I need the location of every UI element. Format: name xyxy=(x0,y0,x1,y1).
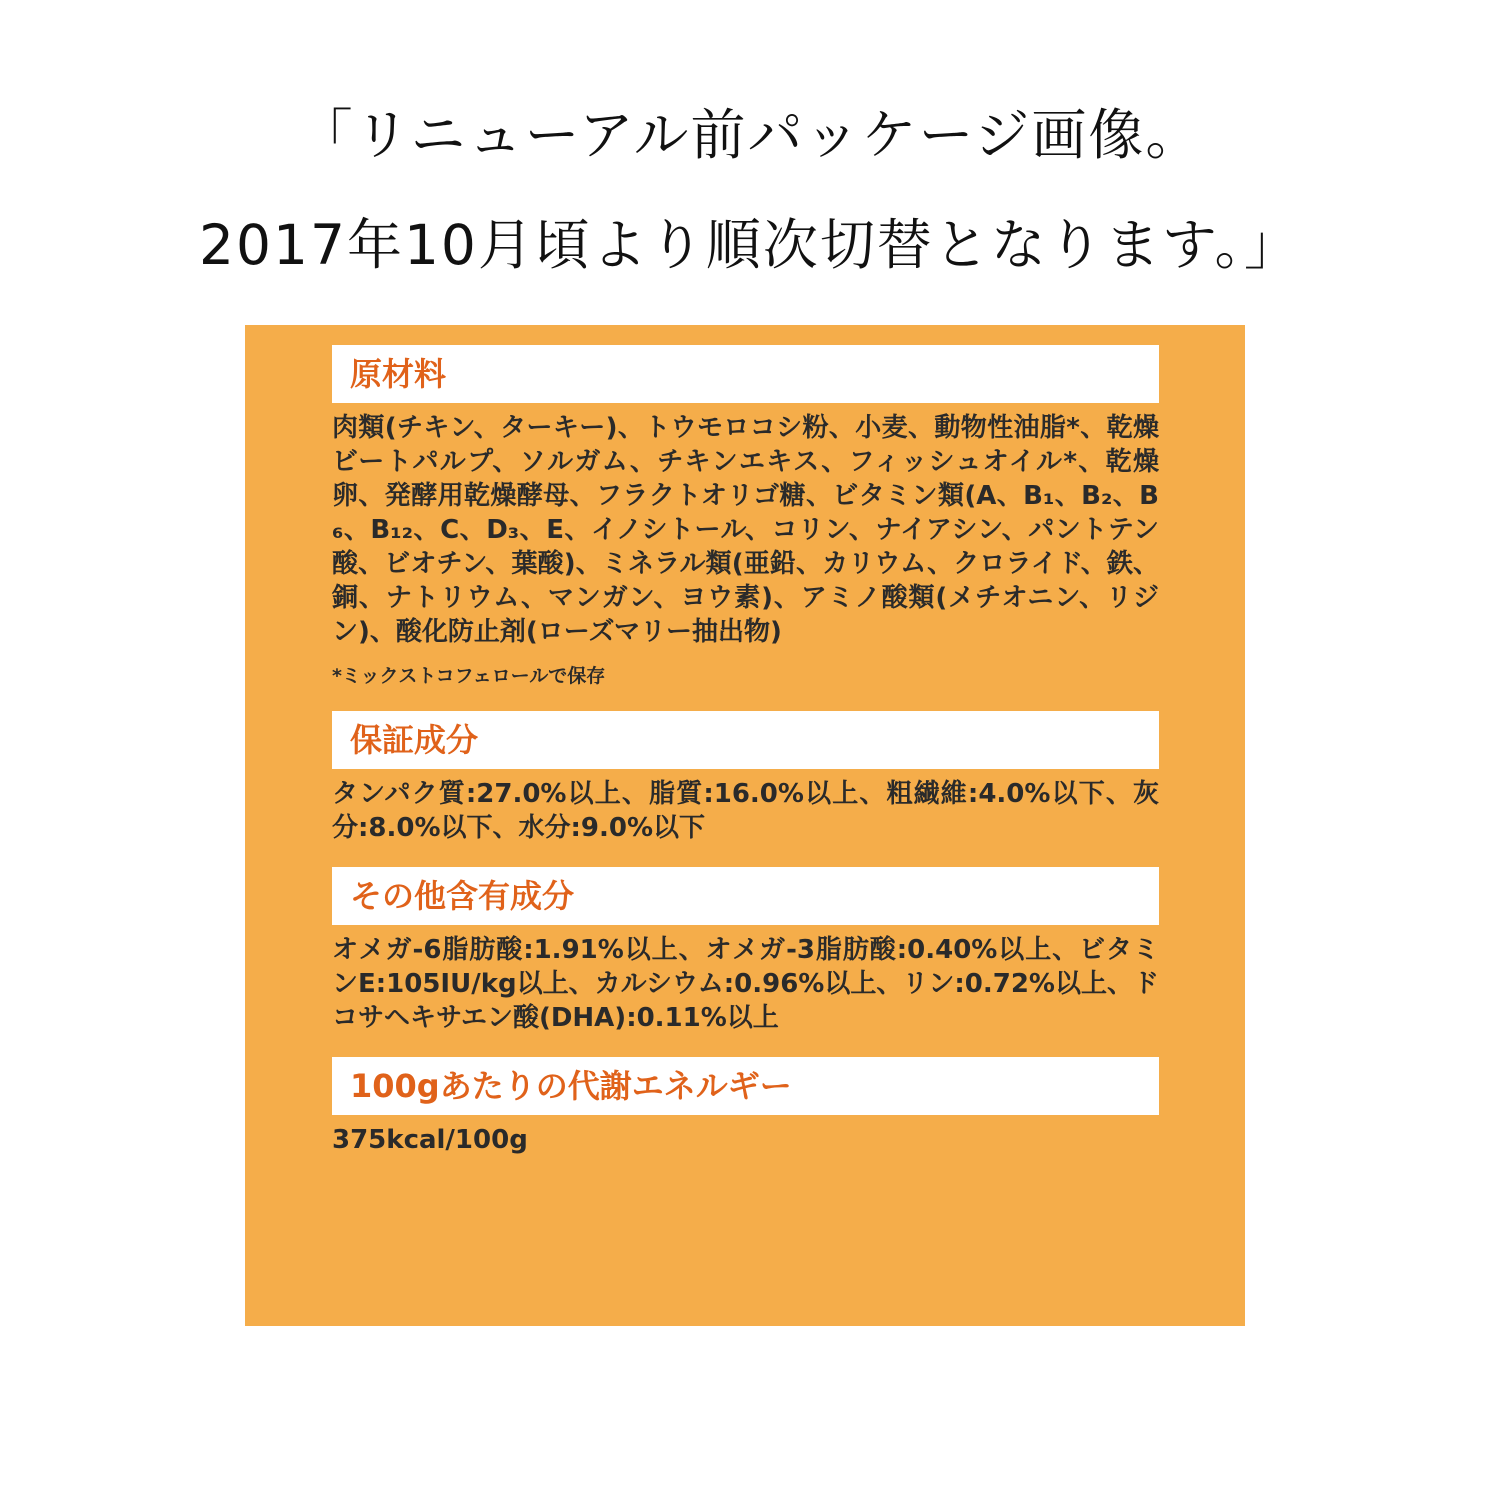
ingredients-heading: 原材料 xyxy=(332,345,1159,403)
energy-heading: 100gあたりの代謝エネルギー xyxy=(332,1057,1159,1115)
notice-line-1: 「リニューアル前パッケージ画像。 xyxy=(297,103,1203,167)
ingredients-text: 肉類(チキン、ターキー)、トウモロコシ粉、小麦、動物性油脂*、乾燥ビートパルプ、ソルガム、チキンエキス、フィッシュオイル*、乾燥卵、発酵用乾燥酵母、フラクトオリゴ糖、ビタミン類(A、B₁、B₂、B₆、B₁₂、C、D₃、E、イノシトール、コリン、ナイアシン、パントテン酸、ビオチン、葉酸)、ミネラル類(亜鉛、カリウム、クロライド、鉄、銅、ナトリウム、マンガン、ヨウ素)、アミノ酸類(メチオニン、リジン)、酸化防止剤(ローズマリー抽出物) xyxy=(332,413,1159,647)
other-components-heading: その他含有成分 xyxy=(332,867,1159,925)
ingredients-section xyxy=(332,345,1159,689)
energy-value: 375kcal/100g xyxy=(332,1125,528,1155)
nutrition-label-panel xyxy=(245,325,1245,1326)
guaranteed-analysis-section xyxy=(332,711,1159,845)
guaranteed-analysis-heading: 保証成分 xyxy=(332,711,1159,769)
other-components-section xyxy=(332,867,1159,1035)
notice-line-2: 2017年10月頃より順次切替となります。」 xyxy=(198,213,1302,277)
other-components-text: オメガ-6脂肪酸:1.91%以上、オメガ-3脂肪酸:0.40%以上、ビタミンE:105IU/kg以上、カルシウム:0.96%以上、リン:0.72%以上、ドコサヘキサエン酸(DHA):0.11%以上 xyxy=(332,935,1159,1033)
renewal-notice xyxy=(0,80,1500,300)
ingredients-footnote: *ミックストコフェロールで保存 xyxy=(332,665,606,687)
guaranteed-analysis-text: タンパク質:27.0%以上、脂質:16.0%以上、粗繊維:4.0%以下、灰分:8.0%以下、水分:9.0%以下 xyxy=(332,779,1159,843)
energy-section xyxy=(332,1057,1159,1157)
